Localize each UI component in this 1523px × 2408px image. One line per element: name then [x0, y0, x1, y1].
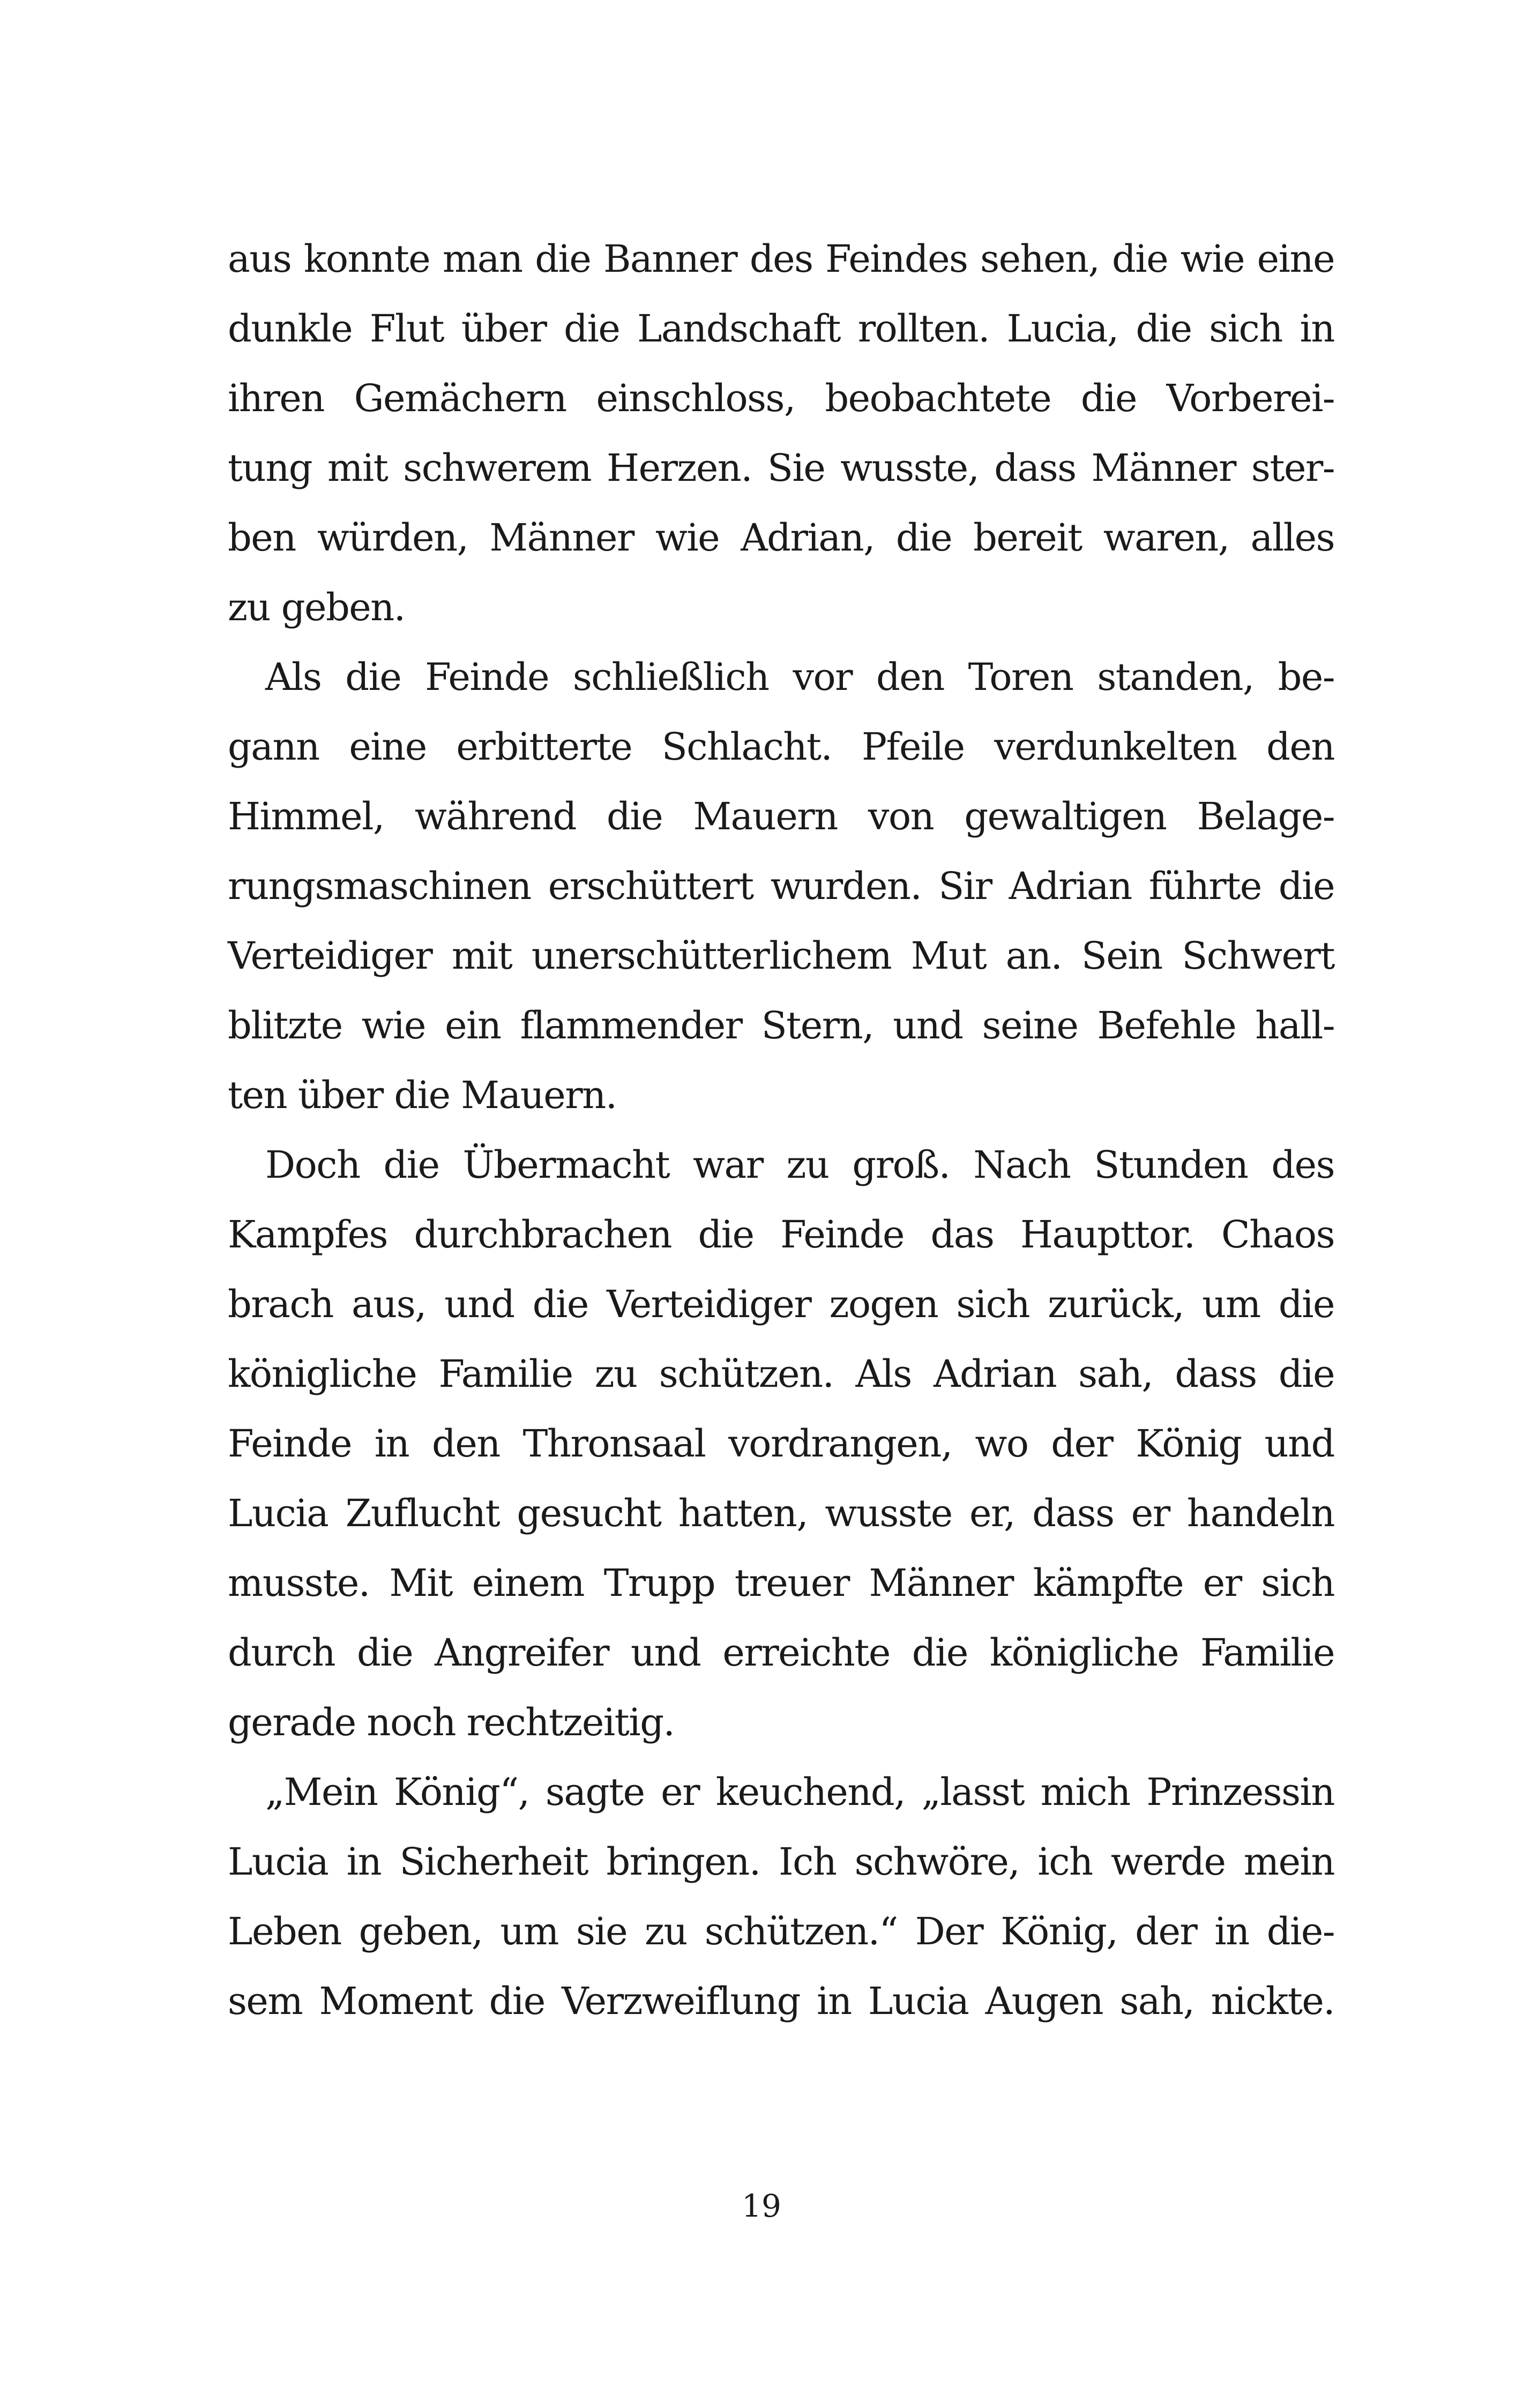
- text-line: blitzte wie ein flammender Stern, und seine Befehle hall-: [228, 1004, 1334, 1047]
- text-line: Kampfes durchbrachen die Feinde das Haupttor. Chaos: [228, 1213, 1334, 1257]
- text-line: Verteidiger mit unerschütterlichem Mut an. Sein Schwert: [228, 934, 1334, 978]
- text-line: „Mein König“, sagte er keuchend, „lasst mich Prinzessin: [265, 1770, 1334, 1814]
- text-line: Himmel, während die Mauern von gewaltigen Belage-: [228, 794, 1334, 838]
- text-line: sem Moment die Verzweiflung in Lucia Augen sah, nickte.: [228, 1979, 1334, 2023]
- text-line: tung mit schwerem Herzen. Sie wusste, dass Männer ster-: [228, 446, 1334, 490]
- text-line: Lucia Zuflucht gesucht hatten, wusste er, dass er handeln: [228, 1491, 1334, 1535]
- text-line: königliche Familie zu schützen. Als Adrian sah, dass die: [228, 1352, 1334, 1396]
- text-line: Doch die Übermacht war zu groß. Nach Stunden des: [265, 1143, 1334, 1187]
- text-line: Leben geben, um sie zu schützen.“ Der König, der in die-: [228, 1909, 1334, 1953]
- text-line: Feinde in den Thronsaal vordrangen, wo der König und: [228, 1422, 1334, 1466]
- text-line: Lucia in Sicherheit bringen. Ich schwöre, ich werde mein: [228, 1840, 1334, 1884]
- text-line: Als die Feinde schließlich vor den Toren standen, be-: [265, 655, 1334, 699]
- paragraph: [228, 1757, 1334, 2036]
- text-line: gerade noch rechtzeitig.: [228, 1700, 675, 1744]
- text-line: aus konnte man die Banner des Feindes sehen, die wie eine: [228, 237, 1334, 281]
- text-line: musste. Mit einem Trupp treuer Männer kämpfte er sich: [228, 1561, 1334, 1605]
- paragraph: [228, 642, 1334, 1130]
- page-number: 19: [742, 2188, 781, 2224]
- text-line: brach aus, und die Verteidiger zogen sich zurück, um die: [228, 1282, 1334, 1326]
- text-line: ben würden, Männer wie Adrian, die bereit waren, alles: [228, 516, 1334, 560]
- text-line: zu geben.: [228, 585, 405, 629]
- text-line: ten über die Mauern.: [228, 1073, 617, 1117]
- text-line: dunkle Flut über die Landschaft rollten. Lucia, die sich in: [228, 307, 1334, 351]
- text-line: rungsmaschinen erschüttert wurden. Sir Adrian führte die: [228, 864, 1334, 908]
- paragraph: [228, 1130, 1334, 1757]
- text-line: gann eine erbitterte Schlacht. Pfeile verdunkelten den: [228, 725, 1334, 769]
- text-line: durch die Angreifer und erreichte die königliche Familie: [228, 1631, 1334, 1675]
- text-line: ihren Gemächern einschloss, beobachtete die Vorberei-: [228, 376, 1334, 420]
- paragraph: [228, 224, 1334, 642]
- body-text: [228, 224, 1334, 2036]
